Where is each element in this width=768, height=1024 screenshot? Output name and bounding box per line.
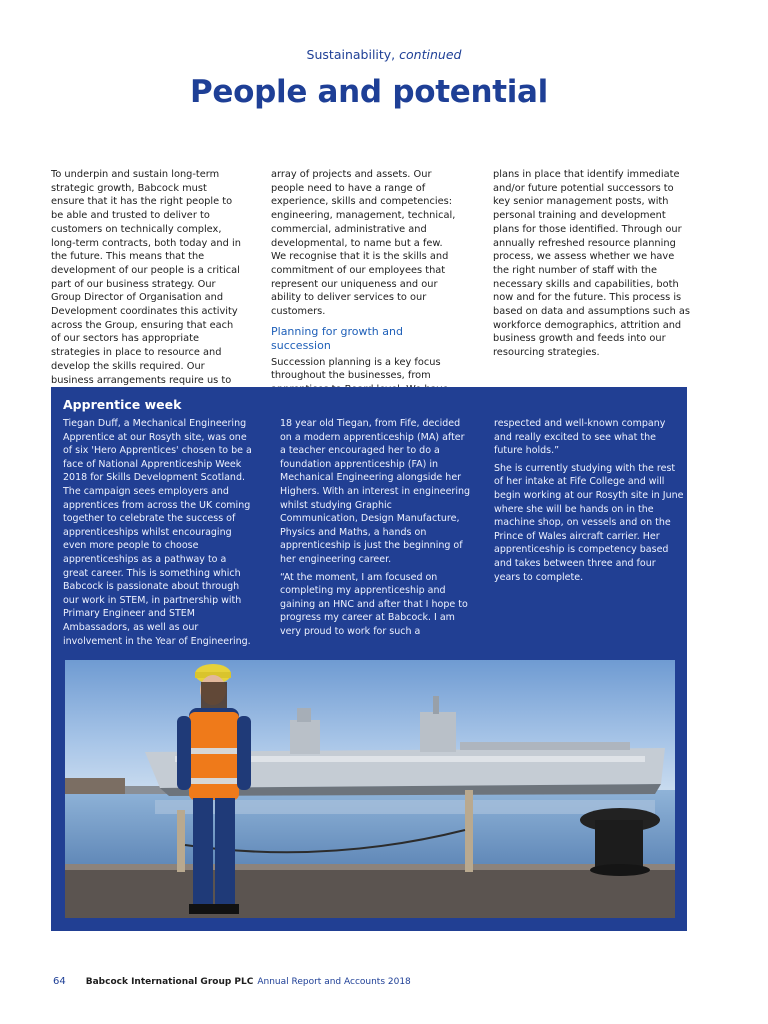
- post: [177, 810, 185, 872]
- succession-subheading: Planning for growth and succession: [271, 324, 403, 352]
- intro-column-1: [51, 168, 241, 401]
- report-name: Annual Report and Accounts 2018: [257, 977, 411, 987]
- panel-paragraph: She is currently studying with the rest of her intake at Fife College and will begin working at our Rosyth site in June where she will be hands on in the machine shop, on vessels and on the Prince of Wales aircraft carrier. Her apprenticeship is competency based and takes between three and four years to complete.: [494, 462, 684, 583]
- panel-paragraph: respected and well-known company and really excited to see what the future holds.”: [494, 418, 666, 457]
- intro-column-2: [271, 168, 461, 397]
- section-continued: continued: [399, 47, 462, 62]
- page-title: People and potential: [189, 74, 549, 110]
- hi-vis-vest: [189, 712, 239, 800]
- intro-paragraph: To underpin and sustain long-term strategic growth, Babcock must ensure that it has the right people to be able and trusted to deliver to customers on technically complex, long-term contracts, both today and in the future. This means that the development of our people is a critical part of our business strategy. Our Group Director of Organisation and Development coordinates this activity across the Group, ensuring that each of our sectors has appropriate strategies in place to resource and develop the skills required. Our business arrangements require us to: [51, 169, 241, 386]
- panel-title: Apprentice week: [63, 397, 182, 412]
- panel-paragraph: “At the moment, I am focused on completing my apprenticeship and gaining an HNC and after that I hope to progress my career at Babcock. I am very proud to work for such a: [280, 571, 468, 637]
- intro-paragraph: We recognise that it is the skills and commitment of our employees that represent our uniqueness and our ability to deliver services to our customers.: [271, 251, 449, 318]
- quay-edge: [65, 864, 675, 870]
- section-kicker: [0, 47, 768, 62]
- post: [465, 790, 473, 872]
- section-name: Sustainability,: [306, 47, 396, 62]
- panel-column-2: [280, 417, 470, 639]
- apprentice-photo: [65, 660, 675, 918]
- intro-paragraph: Succession planning is a key focus throughout the businesses, from: [271, 356, 441, 382]
- dockside-scene-illustration: [65, 660, 675, 918]
- page-number: 64: [53, 976, 66, 987]
- quayside: [65, 866, 675, 918]
- intro-paragraph: plans in place that identify immediate and/or future potential successors to key senior management posts, with personal training and development plans for those identified. Through our annually refreshed resource planning process, we assess whether we have the right number of staff with the necessary skills and capabilities, both now and for the future. This process is based on data and assumptions such as workforce demographics, attrition and business growth and feeds into our resourcing strategies.: [493, 169, 691, 359]
- panel-column-3: [494, 417, 684, 584]
- panel-paragraph: Tiegan Duff, a Mechanical Engineering Apprentice at our Rosyth site, was one of six 'Hero Apprentices' chosen to be a face of National Apprenticeship Week 2018 for Skills Development Scotland. The campaign sees employers and apprentices from across the UK coming together to celebrate the success of apprenticeships whilst encouraging even more people to choose apprenticeships as a pathway to a great career. This is something which Babcock is passionate about through our work in STEM, in partnership with Primary Engineer and STEM Ambassadors, as well as our involvement in the Year of Engineering.: [63, 418, 252, 647]
- panel-column-1: [63, 417, 253, 648]
- panel-paragraph: 18 year old Tiegan, from Fife, decided on a modern apprenticeship (MA) after a teacher encouraged her to do a foundation apprenticeship (FA) in Mechanical Engineering alongside her Highers. With an interest in engineering whilst studying Graphic Communication, Design Manufacture, Physics and Maths, a hands on apprenticeship is just the beginning of her engineering career.: [280, 418, 471, 565]
- page-footer: [53, 976, 411, 987]
- shore-building: [65, 778, 125, 794]
- intro-paragraph: array of projects and assets. Our people need to have a range of experience, skills and competencies: engineering, management, technical, commercial, administrative and developmental, to name but a few.: [271, 169, 456, 249]
- company-name: Babcock International Group PLC: [85, 977, 254, 987]
- intro-column-3: [493, 168, 693, 360]
